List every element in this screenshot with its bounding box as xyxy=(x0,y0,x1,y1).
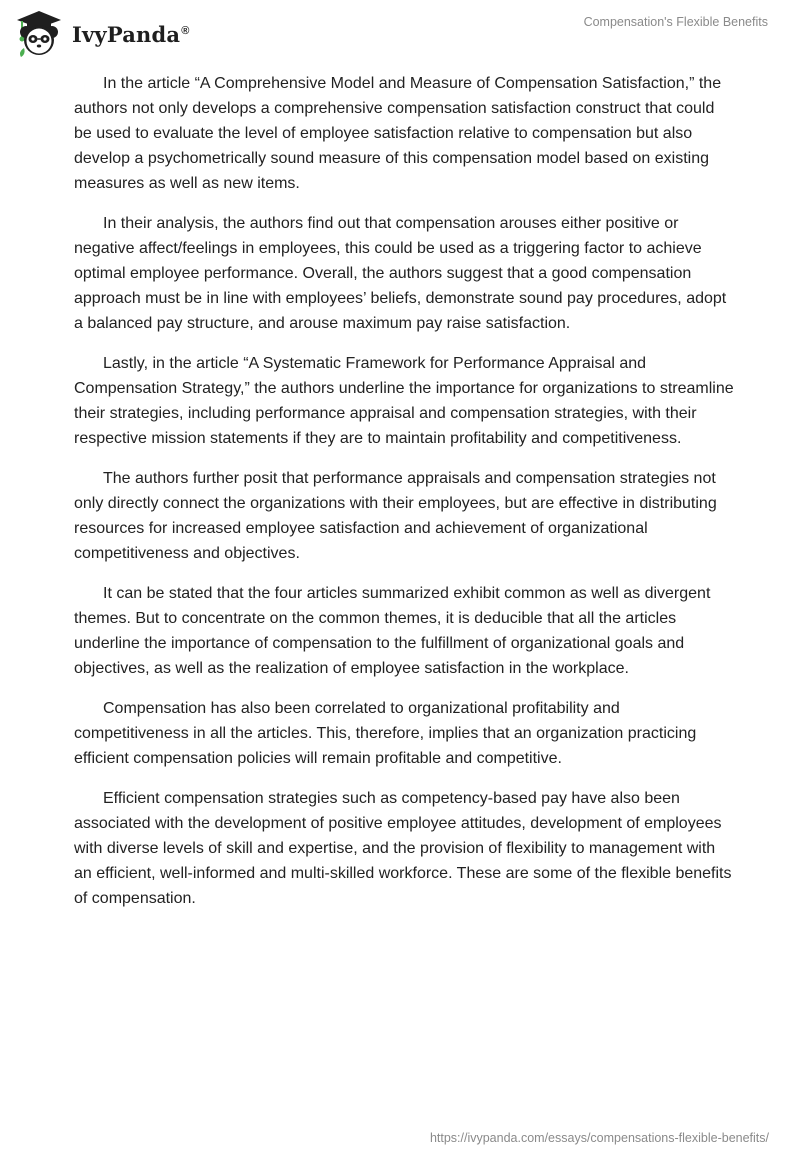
paragraph-3: Lastly, in the article “A Systematic Framework for Performance Appraisal and Compensation Strategy,” the authors underline the importance for organizations to streamline their strategies, including performance appraisal and compensation strategies, with their respective mission statements if they are to maintain profitability and competitiveness. xyxy=(74,355,734,447)
ivypanda-logo[interactable] xyxy=(14,8,190,58)
panda-graduate-icon xyxy=(14,8,64,58)
paragraph-6: Compensation has also been correlated to organizational profitability and competitiveness in all the articles. This, therefore, implies that an organization practicing efficient compensation policies will remain profitable and competitive. xyxy=(74,700,697,767)
paragraph-5: It can be stated that the four articles summarized exhibit common as well as divergent themes. But to concentrate on the common themes, it is deducible that all the articles underline the importance of compensation to the fulfillment of organizational goals and objectives, as well as the realization of employee satisfaction in the workplace. xyxy=(74,585,711,677)
paragraph-4: The authors further posit that performance appraisals and compensation strategies not only directly connect the organizations with their employees, but are effective in distributing resources for increased employee satisfaction and achievement of organizational competitiveness and objectives. xyxy=(74,470,717,562)
brand-name: IvyPanda® xyxy=(72,21,190,47)
paragraph-1: In the article “A Comprehensive Model and Measure of Compensation Satisfaction,” the authors not only develops a comprehensive compensation satisfaction construct that could be used to evaluate the level of employee satisfaction relative to compensation but also develop a psychometrically sound measure of this compensation model based on existing measures as well as new items. xyxy=(74,75,722,192)
registered-mark: ® xyxy=(181,24,190,37)
document-title: Compensation's Flexible Benefits xyxy=(583,15,768,29)
paragraph-2: In their analysis, the authors find out that compensation arouses either positive or negative affect/feelings in employees, this could be used as a triggering factor to achieve optimal employee performance. Overall, the authors suggest that a good compensation approach must be in line with employees’ beliefs, demonstrate sound pay procedures, adopt a balanced pay structure, and arouse maximum pay raise satisfaction. xyxy=(74,215,727,332)
source-url[interactable]: https://ivypanda.com/essays/compensations-flexible-benefits/ xyxy=(429,1131,769,1145)
essay-body xyxy=(74,71,734,926)
page-header xyxy=(0,0,800,60)
paragraph-7: Efficient compensation strategies such as competency-based pay have also been associated with the development of positive employee attitudes, development of employees with diverse levels of skill and expertise, and the provision of flexibility to management with an efficient, well-informed and multi-skilled workforce. These are some of the flexible benefits of compensation. xyxy=(74,790,732,907)
